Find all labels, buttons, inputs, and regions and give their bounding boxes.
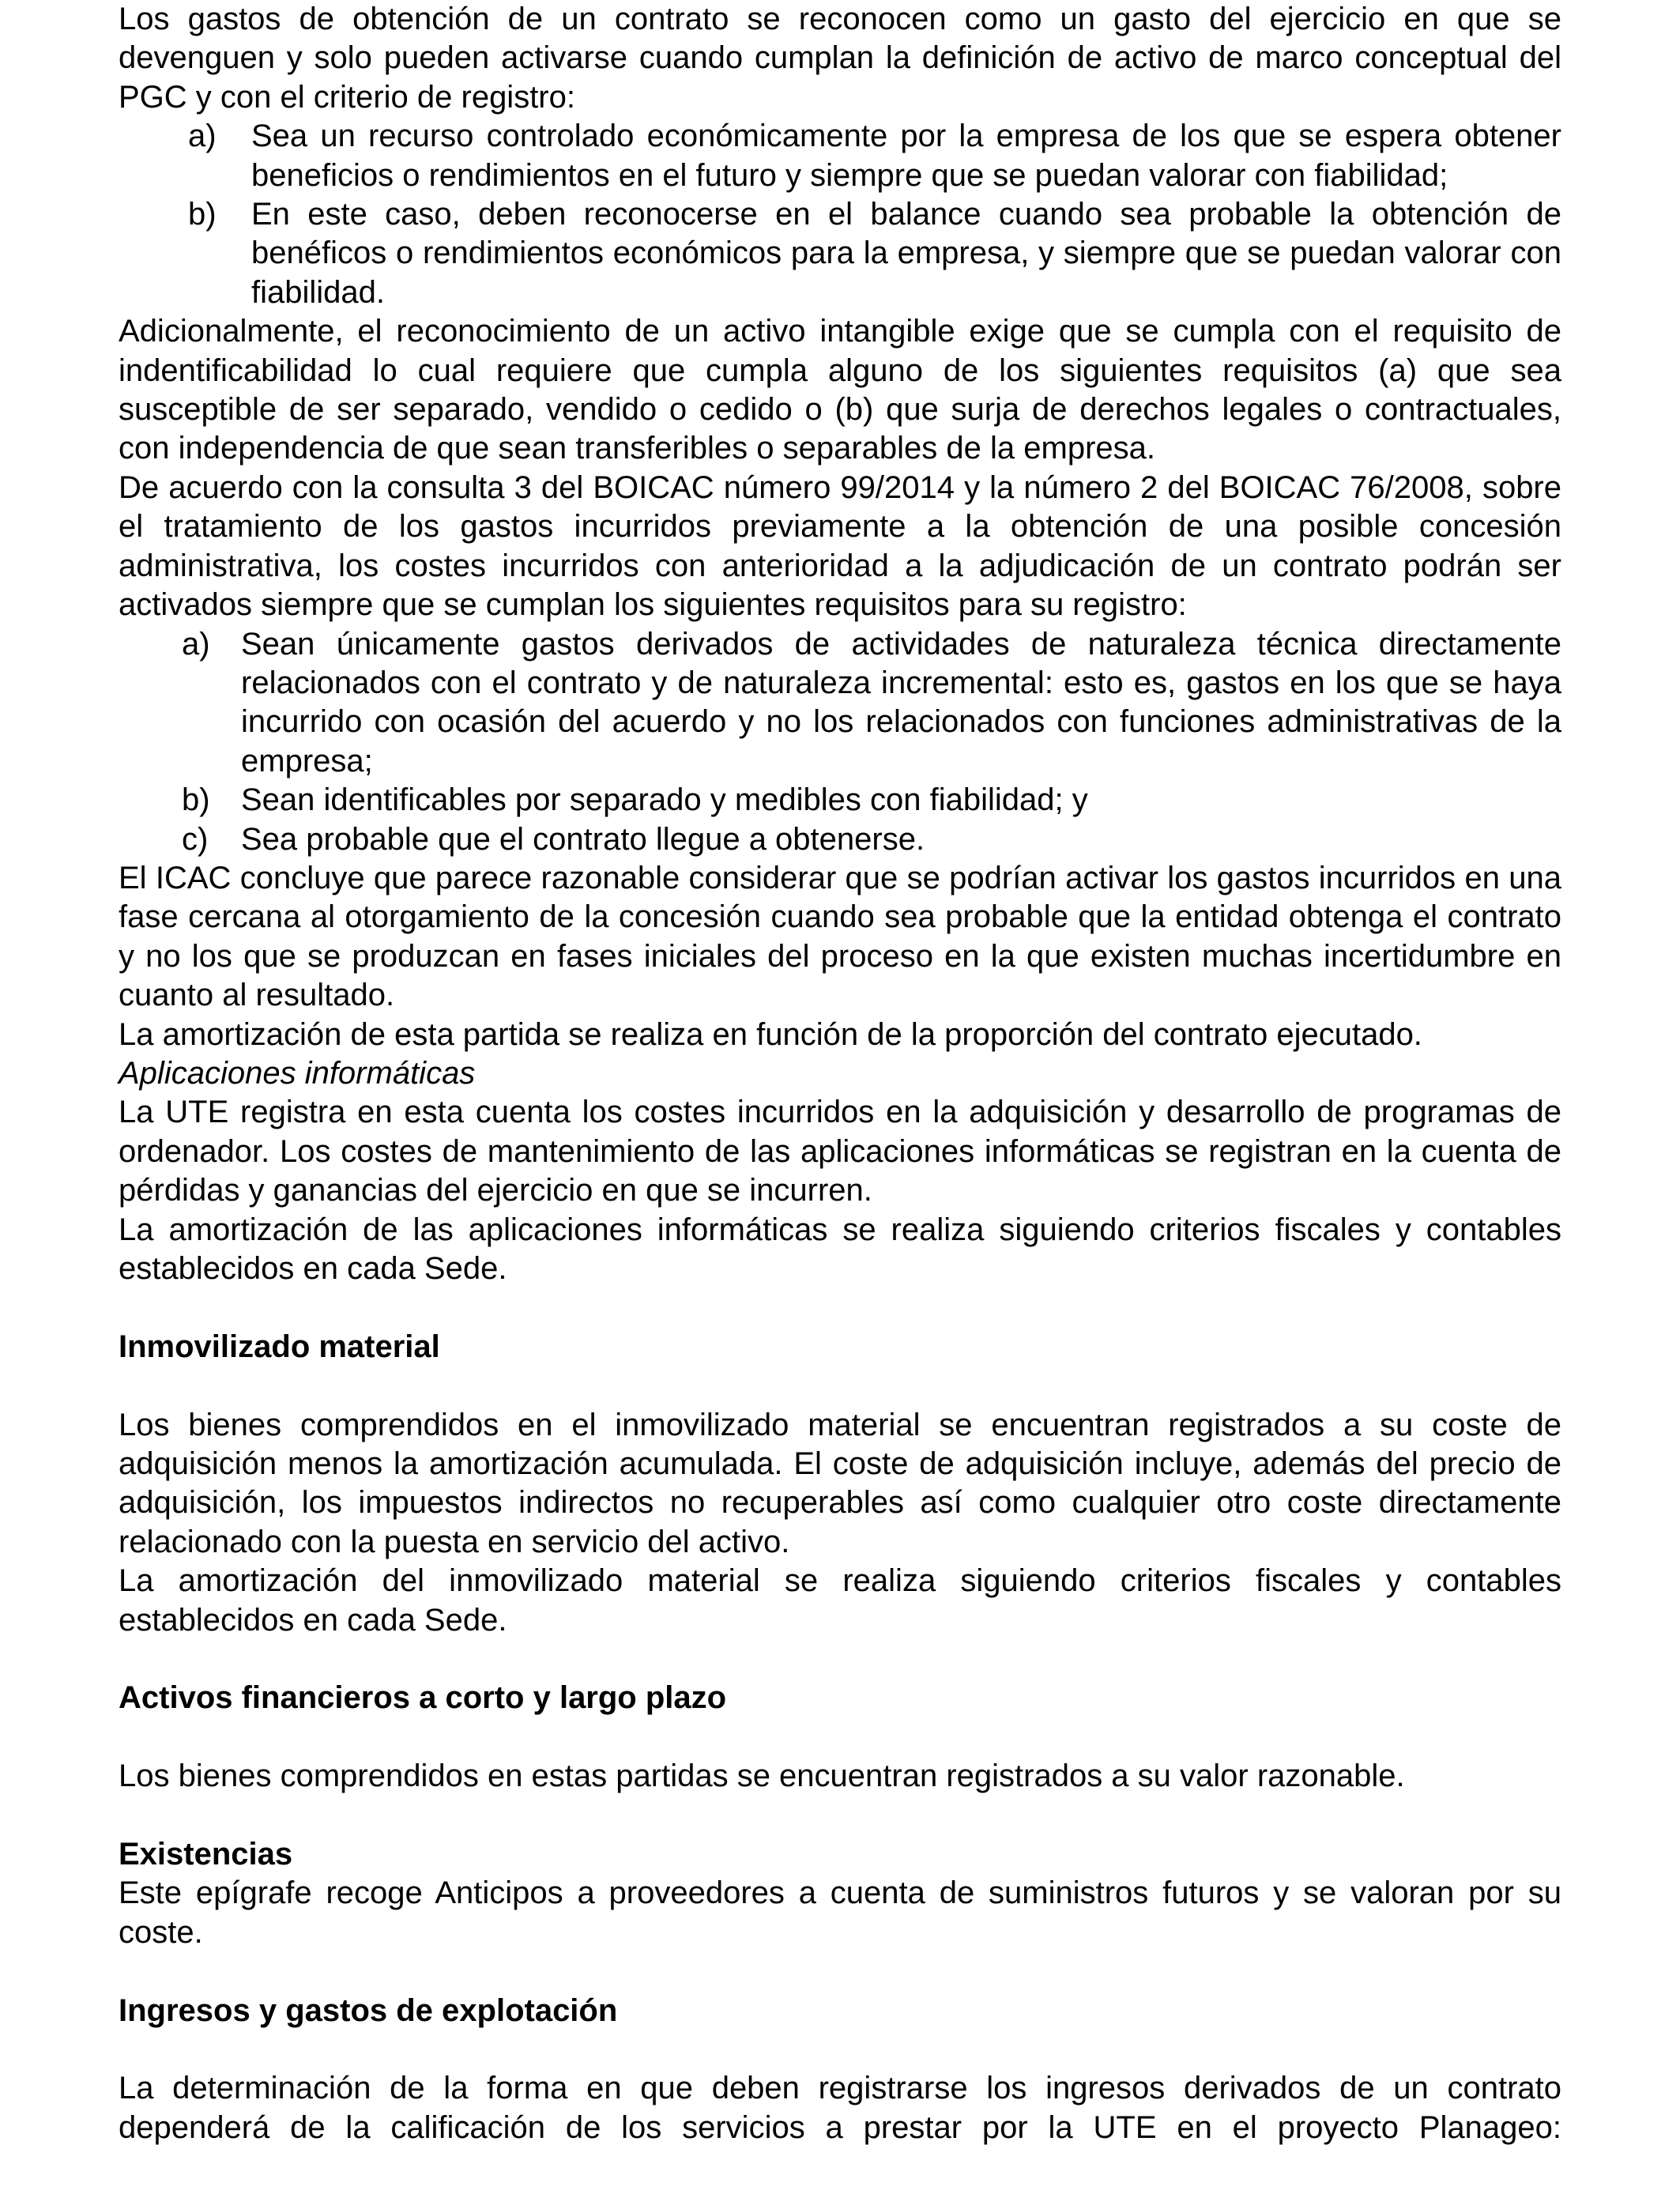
spacer	[119, 1952, 1561, 1991]
subheading-aplicaciones: Aplicaciones informáticas	[119, 1055, 476, 1091]
list-marker: a)	[188, 119, 217, 154]
list-item	[119, 117, 1561, 195]
list-marker: a)	[182, 626, 210, 662]
paragraph-gastos-obtencion: Los gastos de obtención de un contrato se reconocen como un gasto del ejercicio en que se devenguen y solo pueden activarse cuando cumplan la definición de activo de marco conceptual del PGC y con el criterio de registro:	[119, 2, 1561, 115]
paragraph-aplicaciones: La UTE registra en esta cuenta los costes incurridos en la adquisición y desarrollo de programas de ordenador. Los costes de mantenimiento de las aplicaciones informáticas se registran en la cuenta de pérdidas y ganancias del ejercicio en que se incurren.	[119, 1095, 1561, 1208]
list-criterio-registro	[119, 117, 1561, 312]
list-marker: c)	[182, 821, 209, 857]
spacer	[119, 1796, 1561, 1835]
heading-activos-financieros: Activos financieros a corto y largo plazo	[119, 1680, 727, 1716]
paragraph-icac-concluye: El ICAC concluye que parece razonable considerar que se podrían activar los gastos incurridos en una fase cercana al otorgamiento de la concesión cuando sea probable que la entidad obtenga el contrato y no los que se produzcan en fases iniciales del proceso en la que existen muchas incertidumbre en cuanto al resultado.	[119, 860, 1561, 1013]
list-text: Sean identificables por separado y medibles con fiabilidad; y	[241, 782, 1088, 818]
list-marker: b)	[188, 197, 217, 232]
paragraph-boicac: De acuerdo con la consulta 3 del BOICAC número 99/2014 y la número 2 del BOICAC 76/2008, sobre el tratamiento de los gastos incurridos previamente a la obtención de una posible concesión administrativa, los costes incurridos con anterioridad a la adjudicación de un contrato podrán ser activados siempre que se cumplan los siguientes requisitos para su registro:	[119, 469, 1561, 623]
paragraph-inmovilizado-1: Los bienes comprendidos en el inmovilizado material se encuentran registrados a su coste de adquisición menos la amortización acumulada. El coste de adquisición incluye, además del precio de adquisición, los impuestos indirectos no recuperables así como cualquier otro coste directamente relacionado con la puesta en servicio del activo.	[119, 1407, 1561, 1559]
list-text: En este caso, deben reconocerse en el balance cuando sea probable la obtención de benéficos o rendimientos económicos para la empresa, y siempre que se puedan valorar con fiabilidad.	[251, 197, 1561, 310]
paragraph-identificabilidad: Adicionalmente, el reconocimiento de un activo intangible exige que se cumpla con el requisito de indentificabilidad lo cual requiere que cumpla alguno de los siguientes requisitos (a) que sea susceptible de ser separado, vendido o cedido o (b) que surja de derechos legales o contractuales, con independencia de que sean transferibles o separables de la empresa.	[119, 314, 1561, 466]
list-marker: b)	[182, 782, 210, 818]
spacer	[119, 1718, 1561, 1757]
spacer	[119, 2030, 1561, 2069]
paragraph-activos: Los bienes comprendidos en estas partidas se encuentran registrados a su valor razonable.	[119, 1759, 1405, 1794]
list-item	[119, 195, 1561, 312]
spacer	[119, 1640, 1561, 1679]
list-text: Sea un recurso controlado económicamente por la empresa de los que se espera obtener beneficios o rendimientos en el futuro y siempre que se puedan valorar con fiabilidad;	[251, 119, 1561, 193]
paragraph-amortizacion-partida: La amortización de esta partida se realiza en función de la proporción del contrato ejecutado.	[119, 1016, 1422, 1052]
list-item	[119, 820, 1561, 859]
list-item	[119, 781, 1561, 820]
paragraph-amortizacion-aplicaciones: La amortización de las aplicaciones informáticas se realiza siguiendo criterios fiscales y contables establecidos en cada Sede.	[119, 1212, 1561, 1286]
paragraph-existencias: Este epígrafe recoge Anticipos a proveedores a cuenta de suministros futuros y se valoran por su coste.	[119, 1875, 1561, 1950]
list-item	[119, 625, 1561, 782]
heading-existencias: Existencias	[119, 1837, 293, 1872]
spacer	[119, 1367, 1561, 1405]
heading-ingresos-gastos: Ingresos y gastos de explotación	[119, 1992, 618, 2028]
list-text: Sean únicamente gastos derivados de actividades de naturaleza técnica directamente relacionados con el contrato y de naturaleza incremental: esto es, gastos en los que se haya incurrido con ocasión del acuerdo y no los relacionados con funciones administrativas de la empresa;	[241, 626, 1561, 778]
list-text: Sea probable que el contrato llegue a obtenerse.	[241, 821, 925, 857]
paragraph-inmovilizado-2: La amortización del inmovilizado material se realiza siguiendo criterios fiscales y contables establecidos en cada Sede.	[119, 1563, 1561, 1638]
list-requisitos	[119, 625, 1561, 859]
paragraph-ingresos: La determinación de la forma en que deben registrarse los ingresos derivados de un contrato dependerá de la calificación de los servicios a prestar por la UTE en el proyecto Planageo:	[119, 2071, 1561, 2145]
spacer	[119, 1288, 1561, 1327]
heading-inmovilizado-material: Inmovilizado material	[119, 1329, 440, 1364]
document-page	[119, 0, 1561, 2147]
